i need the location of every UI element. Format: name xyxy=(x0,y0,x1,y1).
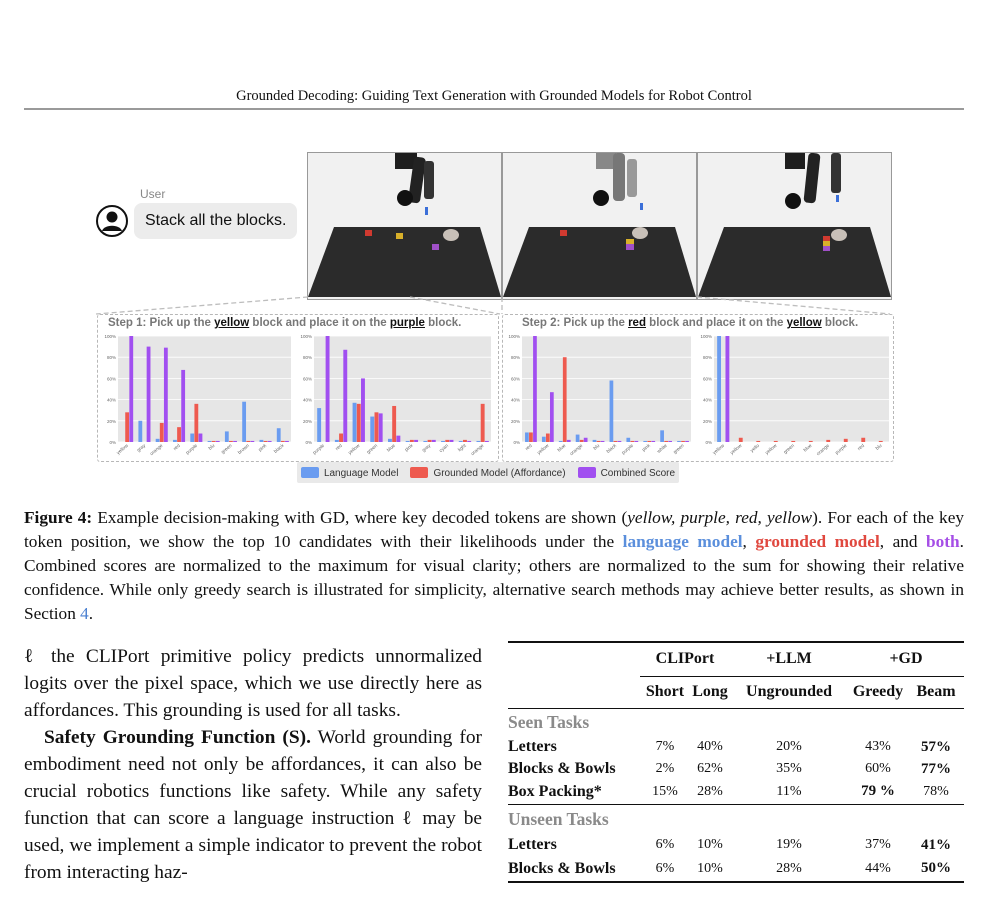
bar xyxy=(459,441,463,442)
bar xyxy=(190,434,194,442)
y-tick-label: 40% xyxy=(510,397,520,403)
x-tick-label: yellow xyxy=(536,443,551,457)
bar xyxy=(485,441,489,442)
x-tick-label: yellow xyxy=(729,443,744,457)
bar xyxy=(879,441,883,442)
y-tick-label: 20% xyxy=(106,418,116,424)
legend-item-combined: Combined Score xyxy=(578,467,675,479)
bar xyxy=(861,438,865,442)
bar xyxy=(630,441,634,442)
plot-background xyxy=(314,336,491,442)
section-link[interactable]: 4 xyxy=(80,604,89,623)
x-tick-label: pink xyxy=(404,443,415,454)
bar xyxy=(428,440,432,442)
unseen-tasks-label: Unseen Tasks xyxy=(508,808,609,829)
bar xyxy=(725,336,729,442)
x-tick-label: blue xyxy=(803,443,814,454)
bar xyxy=(580,440,584,442)
bar-chart-token-2 xyxy=(297,332,493,457)
bar xyxy=(233,441,237,442)
paragraph-1: ℓ the CLIPort primitive policy predicts unnormalized logits over the pixel space, which we use directly here as affordances. This grounding is used for all tasks. xyxy=(24,646,482,721)
seen-tasks-label: Seen Tasks xyxy=(508,711,590,732)
bar xyxy=(410,440,414,442)
bar xyxy=(208,441,212,442)
y-tick-label: 0% xyxy=(705,440,712,445)
x-tick-label: yellow xyxy=(116,443,130,457)
bar xyxy=(597,441,601,442)
bar xyxy=(756,441,760,442)
x-tick-label: blu xyxy=(208,443,217,452)
bar xyxy=(326,336,330,442)
bar xyxy=(260,440,264,442)
bar xyxy=(138,421,142,442)
plot-background xyxy=(118,336,291,442)
y-tick-label: 60% xyxy=(106,376,116,382)
x-tick-label: orange xyxy=(470,443,486,457)
bar xyxy=(584,438,588,442)
bar xyxy=(181,370,185,442)
legend-item-language: Language Model xyxy=(301,467,399,479)
step-1-title: Step 1: Pick up the yellow block and place it on the purple block. xyxy=(108,317,462,329)
bar xyxy=(432,440,436,442)
bar xyxy=(129,336,133,442)
caption-both: both xyxy=(926,532,960,551)
x-tick-label: orange xyxy=(816,443,831,457)
y-tick-label: 100% xyxy=(508,334,520,339)
bar xyxy=(685,441,689,442)
bar xyxy=(242,402,246,442)
bar xyxy=(156,439,160,442)
y-tick-label: 40% xyxy=(702,397,712,403)
bar xyxy=(610,381,614,442)
body-column xyxy=(24,643,482,886)
bar xyxy=(647,441,651,442)
bar xyxy=(533,336,537,442)
bar xyxy=(370,417,374,442)
bar xyxy=(317,408,321,442)
x-tick-label: yello xyxy=(750,443,761,454)
bar xyxy=(277,428,281,442)
x-tick-label: blu xyxy=(592,443,602,452)
step-2-title: Step 2: Pick up the red block and place it on the yellow block. xyxy=(522,317,859,329)
x-tick-label: green xyxy=(672,443,686,456)
bar xyxy=(791,441,795,442)
bar xyxy=(216,441,220,442)
x-tick-label: black xyxy=(606,443,618,455)
x-tick-label: red xyxy=(524,443,534,452)
bar xyxy=(125,412,129,442)
x-tick-label: pink xyxy=(641,443,652,454)
bar xyxy=(246,441,250,442)
plot-background xyxy=(522,336,691,442)
table-row: Box Packing* 15% 28% 11% 79 % 78% xyxy=(508,782,949,800)
bar xyxy=(173,440,177,442)
bar xyxy=(559,441,563,442)
bar xyxy=(423,441,427,442)
bar xyxy=(563,357,567,442)
bar xyxy=(229,441,233,442)
y-tick-label: 20% xyxy=(302,418,312,424)
x-tick-label: gray xyxy=(136,443,147,454)
bar xyxy=(614,441,618,442)
bar xyxy=(194,404,198,442)
results-table: CLIPort +LLM +GD Short Long Ungrounded Greedy Beam Seen Tasks Letters 7% 40% 20% 43% 57% Blocks & Bowls 2% 62% 35% 60% 77% Box Packing* 15% 28% 11% 79 % 78% Unseen Tasks Letters 6% 10% 19% 37% 41% Blocks & Bowls 6% 10% 28% 44% 50% xyxy=(508,641,964,885)
x-tick-label: red xyxy=(857,443,866,452)
bar xyxy=(396,436,400,442)
x-tick-label: orange xyxy=(569,443,585,457)
y-tick-label: 80% xyxy=(302,355,312,361)
bar xyxy=(250,441,254,442)
bar xyxy=(392,406,396,442)
y-tick-label: 100% xyxy=(700,334,712,339)
x-tick-label: yellow xyxy=(347,443,362,457)
legend-item-grounded: Grounded Model (Affordance) xyxy=(410,467,565,479)
x-tick-label: white xyxy=(656,443,669,455)
y-tick-label: 40% xyxy=(302,397,312,403)
bar xyxy=(542,437,546,442)
y-tick-label: 60% xyxy=(702,376,712,382)
bar xyxy=(450,440,454,442)
caption-grounded-model: grounded model xyxy=(755,532,880,551)
bar xyxy=(651,441,655,442)
table-row: Letters 7% 40% 20% 43% 57% xyxy=(508,738,951,755)
x-tick-label: pink xyxy=(258,443,269,454)
y-tick-label: 80% xyxy=(702,355,712,361)
y-tick-label: 0% xyxy=(513,440,520,445)
bar xyxy=(529,432,533,442)
y-tick-label: 20% xyxy=(702,418,712,424)
x-tick-label: red xyxy=(335,443,344,452)
y-tick-label: 0% xyxy=(109,440,116,445)
bar xyxy=(525,432,529,442)
y-tick-label: 40% xyxy=(106,397,116,403)
bar xyxy=(677,441,681,442)
bar xyxy=(164,348,168,442)
x-tick-label: green xyxy=(783,443,796,456)
paragraph-2: Safety Grounding Function (S). World grounding for embodiment need not only be affordances, it can also be crucial robotics functions like safety. While any safety function that can score a language instruction ℓ may be used, we implement a simple indicator to prevent the robot from interacting haz- xyxy=(24,727,482,883)
user-message-bubble: Stack all the blocks. xyxy=(134,203,297,239)
bar xyxy=(335,440,339,442)
chart-legend xyxy=(297,462,679,483)
y-tick-label: 60% xyxy=(302,376,312,382)
bar xyxy=(264,441,268,442)
bar xyxy=(361,378,365,442)
x-tick-label: red xyxy=(173,443,182,452)
bar xyxy=(285,441,289,442)
x-tick-label: blue xyxy=(386,443,397,454)
x-tick-label: green xyxy=(366,443,380,456)
bar xyxy=(281,441,285,442)
user-label: User xyxy=(140,187,166,201)
bar xyxy=(476,441,480,442)
bar xyxy=(406,441,410,442)
bar xyxy=(388,439,392,442)
connector-lines xyxy=(0,0,988,320)
x-tick-label: cyan xyxy=(438,443,450,455)
bar-chart-token-3 xyxy=(505,332,693,457)
bar-chart-token-4 xyxy=(697,332,891,457)
bar xyxy=(550,392,554,442)
table-row: Letters 6% 10% 19% 37% 41% xyxy=(508,836,951,853)
bar xyxy=(660,430,664,442)
bar xyxy=(774,441,778,442)
bar xyxy=(576,435,580,442)
bar xyxy=(634,441,638,442)
x-tick-label: black xyxy=(273,443,286,455)
y-tick-label: 100% xyxy=(104,334,116,339)
bar xyxy=(199,434,203,442)
x-tick-label: gray xyxy=(421,443,433,454)
y-tick-label: 80% xyxy=(106,355,116,361)
bar xyxy=(809,441,813,442)
bar xyxy=(357,404,361,442)
bar xyxy=(445,440,449,442)
y-tick-label: 60% xyxy=(510,376,520,382)
bar-chart-token-1 xyxy=(101,332,293,457)
bar xyxy=(567,440,571,442)
running-head: Grounded Decoding: Guiding Text Generation with Grounded Models for Robot Control xyxy=(236,88,752,104)
x-tick-label: yellow xyxy=(712,443,726,457)
bar xyxy=(643,441,647,442)
bar xyxy=(212,441,216,442)
bar xyxy=(717,336,721,442)
x-tick-label: purple xyxy=(621,443,635,457)
bar xyxy=(353,403,357,442)
x-tick-label: purple xyxy=(312,443,326,457)
x-tick-label: purple xyxy=(834,443,849,457)
bar xyxy=(375,412,379,442)
bar xyxy=(463,440,467,442)
table-row: Blocks & Bowls 2% 62% 35% 60% 77% xyxy=(508,760,951,777)
bar xyxy=(546,434,550,442)
bar xyxy=(177,427,181,442)
bar xyxy=(826,440,830,442)
bar xyxy=(739,438,743,442)
table-row: Blocks & Bowls 6% 10% 28% 44% 50% xyxy=(508,859,951,877)
bar xyxy=(618,441,622,442)
bar xyxy=(160,423,164,442)
plot-background xyxy=(714,336,889,442)
figure-caption: Figure 4: Example decision-making with GD, where key decoded tokens are shown (yellow, purple, red, yellow). For each of the key token position, we show the top 10 candidates with their likelihoods under the language model, grounded model, and both. Combined scores are normalized to the maximum for visual clarity; others are normalized to the sum for showing their relative confidence. While only greedy search is illustrated for simplicity, alternative search methods may achieve better results, as shown in Section 4. xyxy=(24,508,965,623)
bar xyxy=(268,441,272,442)
y-tick-label: 0% xyxy=(305,440,312,445)
x-tick-label: blue xyxy=(557,443,568,454)
bar xyxy=(225,431,229,442)
group-llm: +LLM xyxy=(766,650,812,668)
y-tick-label: 80% xyxy=(510,355,520,361)
y-tick-label: 20% xyxy=(510,418,520,424)
bar xyxy=(664,441,668,442)
bar xyxy=(343,350,347,442)
bar xyxy=(681,441,685,442)
bar xyxy=(467,441,471,442)
x-tick-label: blu xyxy=(875,443,884,452)
bar xyxy=(379,413,383,442)
bar xyxy=(147,347,151,442)
bar xyxy=(414,440,418,442)
bar xyxy=(844,439,848,442)
caption-language-model: language model xyxy=(622,532,743,551)
y-tick-label: 100% xyxy=(300,334,312,339)
x-tick-label: purple xyxy=(185,443,199,457)
bar xyxy=(593,440,597,442)
group-cliport: CLIPort xyxy=(655,650,715,668)
x-tick-label: light xyxy=(457,443,468,454)
group-gd: +GD xyxy=(889,650,923,668)
x-tick-label: green xyxy=(220,443,234,456)
x-tick-label: brown xyxy=(237,443,251,456)
bar xyxy=(626,438,630,442)
bar xyxy=(601,441,605,442)
bar xyxy=(441,441,445,442)
bar xyxy=(339,434,343,442)
x-tick-label: yellow xyxy=(764,443,779,457)
bar xyxy=(481,404,485,442)
x-tick-label: orange xyxy=(149,443,165,457)
bar xyxy=(668,441,672,442)
